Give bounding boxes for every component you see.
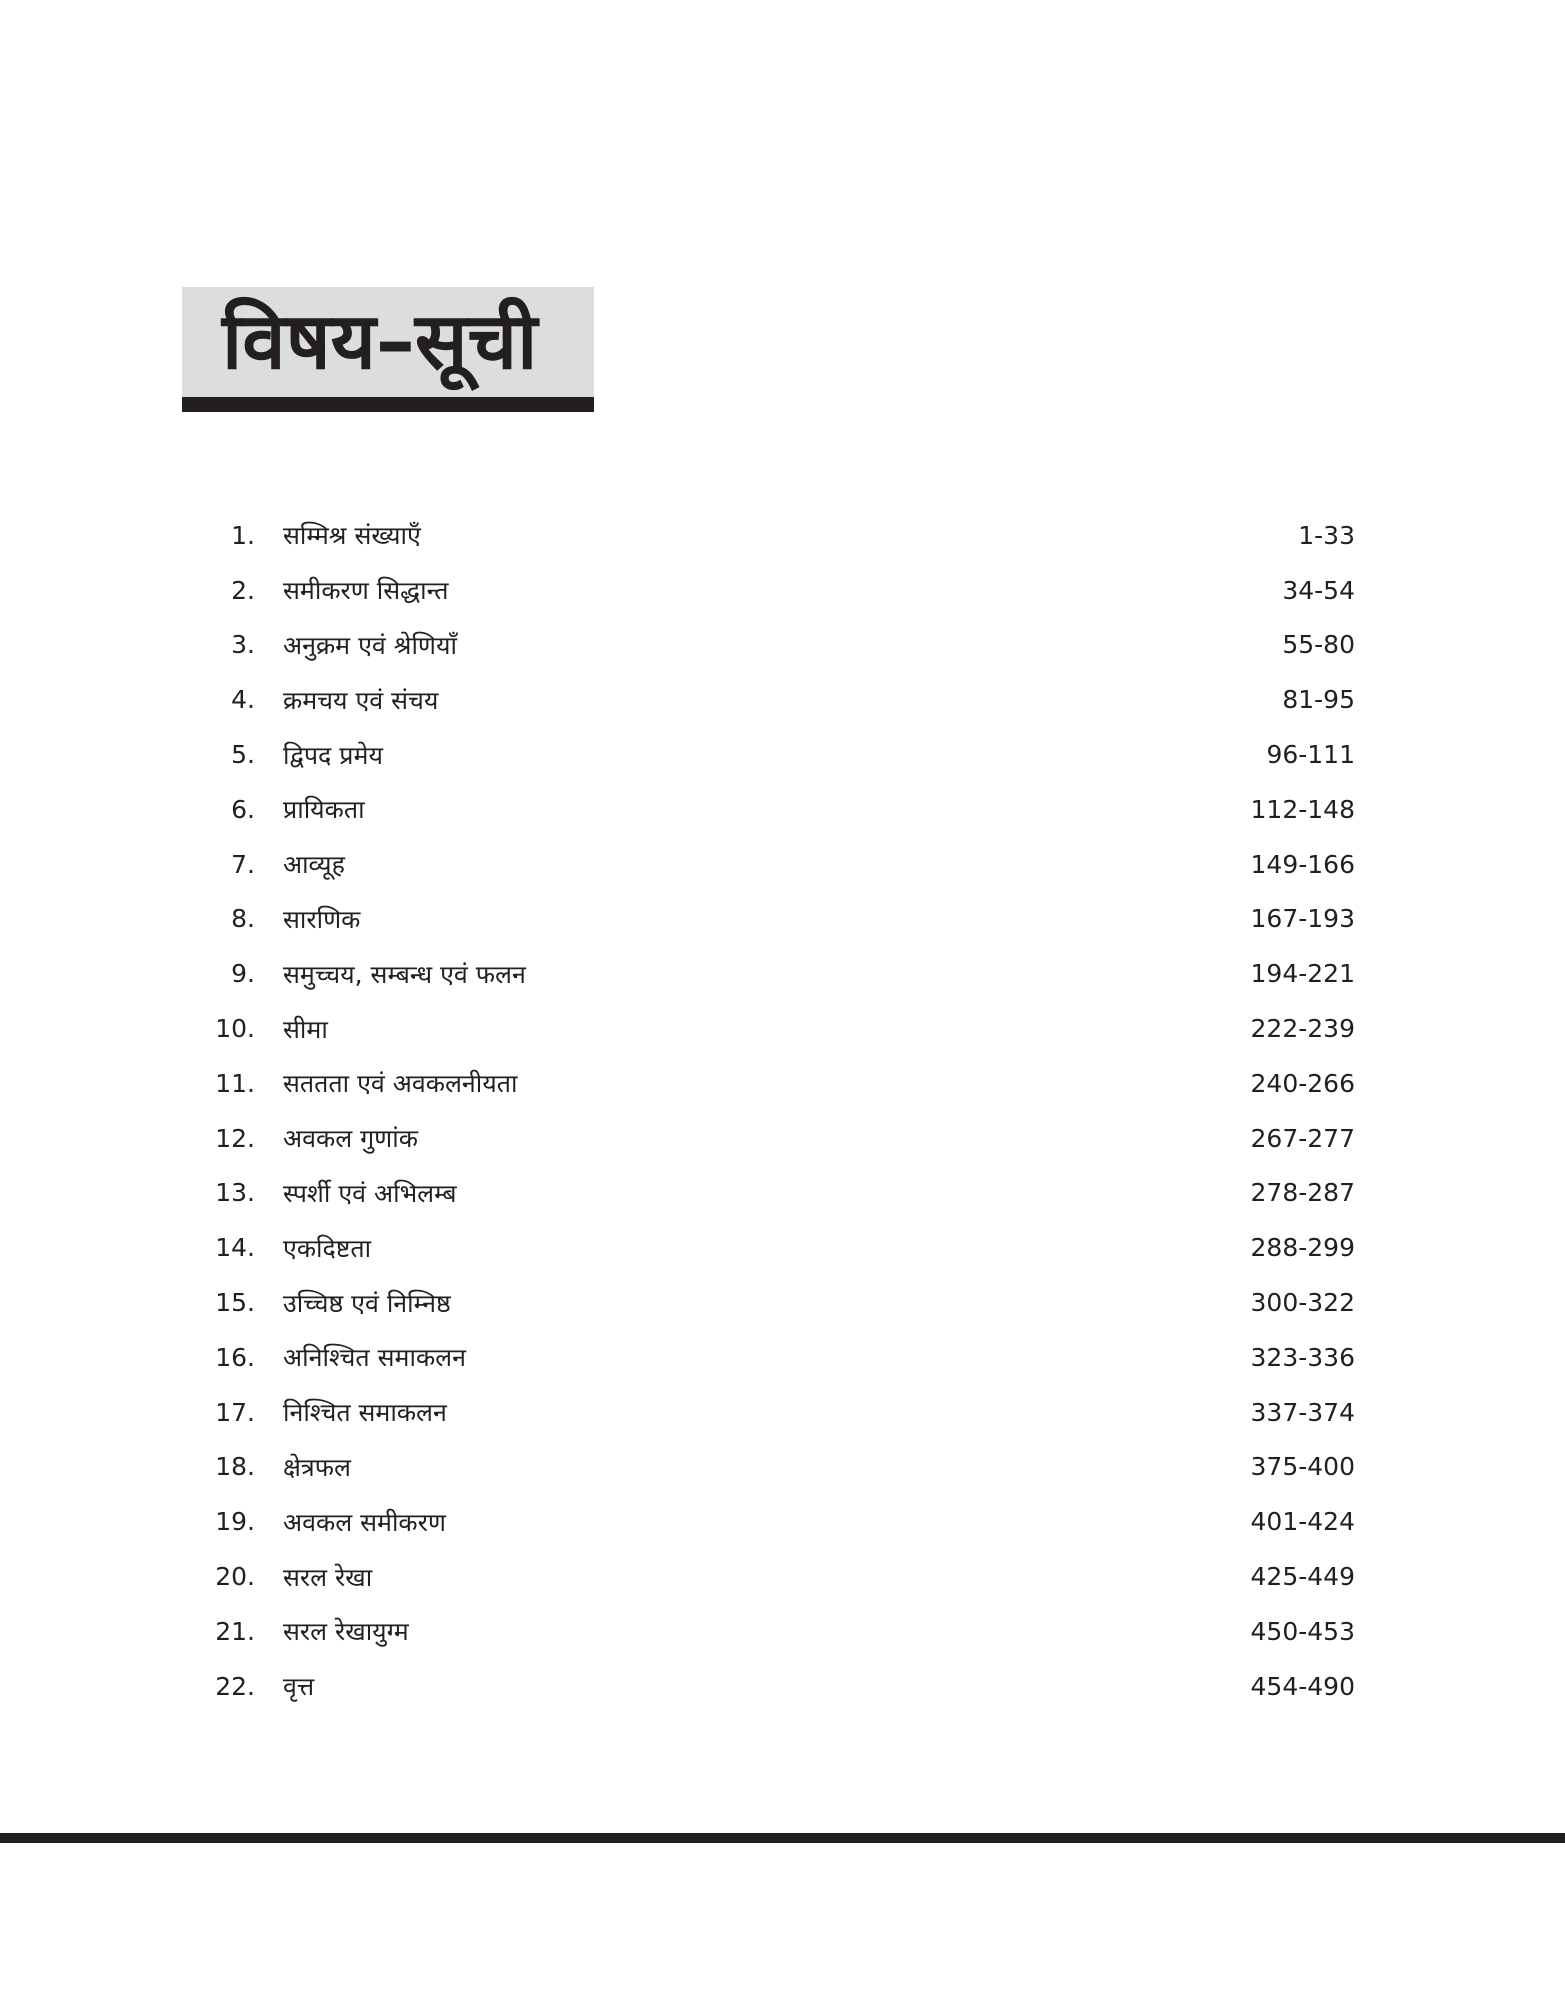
toc-entry xyxy=(200,782,1355,837)
chapter-title: आव्यूह xyxy=(283,850,345,880)
toc-entry xyxy=(200,1220,1355,1275)
chapter-title: सम्मिश्र संख्याएँ xyxy=(283,521,421,551)
page-range: 288-299 xyxy=(1250,1233,1355,1263)
chapter-number: 20. xyxy=(215,1562,255,1592)
toc-entry xyxy=(200,892,1355,947)
page-range: 112-148 xyxy=(1250,794,1355,824)
toc-entry xyxy=(200,508,1355,563)
toc-entry xyxy=(200,837,1355,892)
page-range: 375-400 xyxy=(1250,1452,1355,1482)
chapter-number: 16. xyxy=(215,1342,255,1372)
chapter-number: 13. xyxy=(215,1178,255,1208)
chapter-title: स्पर्शी एवं अभिलम्ब xyxy=(283,1178,457,1208)
toc-entry xyxy=(200,1659,1355,1714)
page-range: 425-449 xyxy=(1250,1562,1355,1592)
page-range: 1-33 xyxy=(1298,520,1355,550)
toc-entry xyxy=(200,618,1355,673)
table-of-contents xyxy=(200,508,1355,1714)
chapter-number: 2. xyxy=(231,575,255,605)
chapter-number: 9. xyxy=(231,959,255,989)
chapter-number: 7. xyxy=(231,849,255,879)
title-underline-bar xyxy=(182,397,594,412)
chapter-title: उच्चिष्ठ एवं निम्निष्ठ xyxy=(283,1288,451,1318)
page-range: 454-490 xyxy=(1250,1671,1355,1701)
page-range: 401-424 xyxy=(1250,1507,1355,1537)
chapter-number: 12. xyxy=(215,1123,255,1153)
page-range: 194-221 xyxy=(1250,959,1355,989)
chapter-number: 10. xyxy=(215,1014,255,1044)
page-range: 222-239 xyxy=(1250,1014,1355,1044)
toc-entry xyxy=(200,1385,1355,1440)
toc-entry xyxy=(200,563,1355,618)
chapter-title: वृत्त xyxy=(283,1672,315,1702)
chapter-title: सारणिक xyxy=(283,904,361,934)
page-range: 278-287 xyxy=(1250,1178,1355,1208)
toc-entry xyxy=(200,1056,1355,1111)
chapter-number: 4. xyxy=(231,685,255,715)
chapter-title: अनिश्चित समाकलन xyxy=(283,1343,466,1373)
chapter-number: 11. xyxy=(215,1068,255,1098)
chapter-number: 15. xyxy=(215,1288,255,1318)
toc-entry xyxy=(200,1604,1355,1659)
chapter-number: 3. xyxy=(231,630,255,660)
chapter-title: द्विपद प्रमेय xyxy=(283,740,383,770)
chapter-title: सीमा xyxy=(283,1014,328,1044)
chapter-number: 21. xyxy=(215,1616,255,1646)
chapter-number: 8. xyxy=(231,904,255,934)
toc-entry xyxy=(200,1549,1355,1604)
chapter-number: 17. xyxy=(215,1397,255,1427)
toc-entry xyxy=(200,1001,1355,1056)
chapter-title: क्रमचय एवं संचय xyxy=(283,685,439,715)
chapter-number: 6. xyxy=(231,794,255,824)
chapter-title: प्रायिकता xyxy=(283,795,365,825)
page-range: 96-111 xyxy=(1266,740,1355,770)
chapter-number: 19. xyxy=(215,1507,255,1537)
toc-entry xyxy=(200,727,1355,782)
chapter-title: अवकल गुणांक xyxy=(283,1124,418,1154)
toc-entry xyxy=(200,1111,1355,1166)
chapter-title: समुच्चय, सम्बन्ध एवं फलन xyxy=(283,959,526,989)
chapter-number: 14. xyxy=(215,1233,255,1263)
chapter-title: सरल रेखायुग्म xyxy=(283,1617,409,1647)
page-range: 267-277 xyxy=(1250,1123,1355,1153)
page-range: 34-54 xyxy=(1282,575,1355,605)
chapter-title: सततता एवं अवकलनीयता xyxy=(283,1069,518,1099)
toc-entry xyxy=(200,946,1355,1001)
chapter-number: 1. xyxy=(231,520,255,550)
toc-entry xyxy=(200,672,1355,727)
bottom-divider xyxy=(0,1833,1565,1843)
page-range: 149-166 xyxy=(1250,849,1355,879)
toc-entry xyxy=(200,1494,1355,1549)
page-range: 167-193 xyxy=(1250,904,1355,934)
page-title: विषय–सूची xyxy=(222,297,538,387)
chapter-title: एकदिष्टता xyxy=(283,1233,372,1263)
chapter-title: क्षेत्रफल xyxy=(283,1452,351,1482)
page-range: 81-95 xyxy=(1282,685,1355,715)
page-range: 337-374 xyxy=(1250,1397,1355,1427)
chapter-title: सरल रेखा xyxy=(283,1562,373,1592)
chapter-number: 18. xyxy=(215,1452,255,1482)
toc-entry xyxy=(200,1330,1355,1385)
chapter-number: 5. xyxy=(231,740,255,770)
chapter-title: निश्चित समाकलन xyxy=(283,1398,447,1428)
page-range: 240-266 xyxy=(1250,1068,1355,1098)
chapter-number: 22. xyxy=(215,1671,255,1701)
page-range: 323-336 xyxy=(1250,1342,1355,1372)
page-range: 450-453 xyxy=(1250,1616,1355,1646)
page-range: 300-322 xyxy=(1250,1288,1355,1318)
chapter-title: समीकरण सिद्धान्त xyxy=(283,576,449,606)
toc-entry xyxy=(200,1166,1355,1221)
chapter-title: अनुक्रम एवं श्रेणियाँ xyxy=(283,630,457,660)
page-range: 55-80 xyxy=(1282,630,1355,660)
toc-entry xyxy=(200,1440,1355,1495)
chapter-title: अवकल समीकरण xyxy=(283,1507,446,1537)
toc-entry xyxy=(200,1275,1355,1330)
